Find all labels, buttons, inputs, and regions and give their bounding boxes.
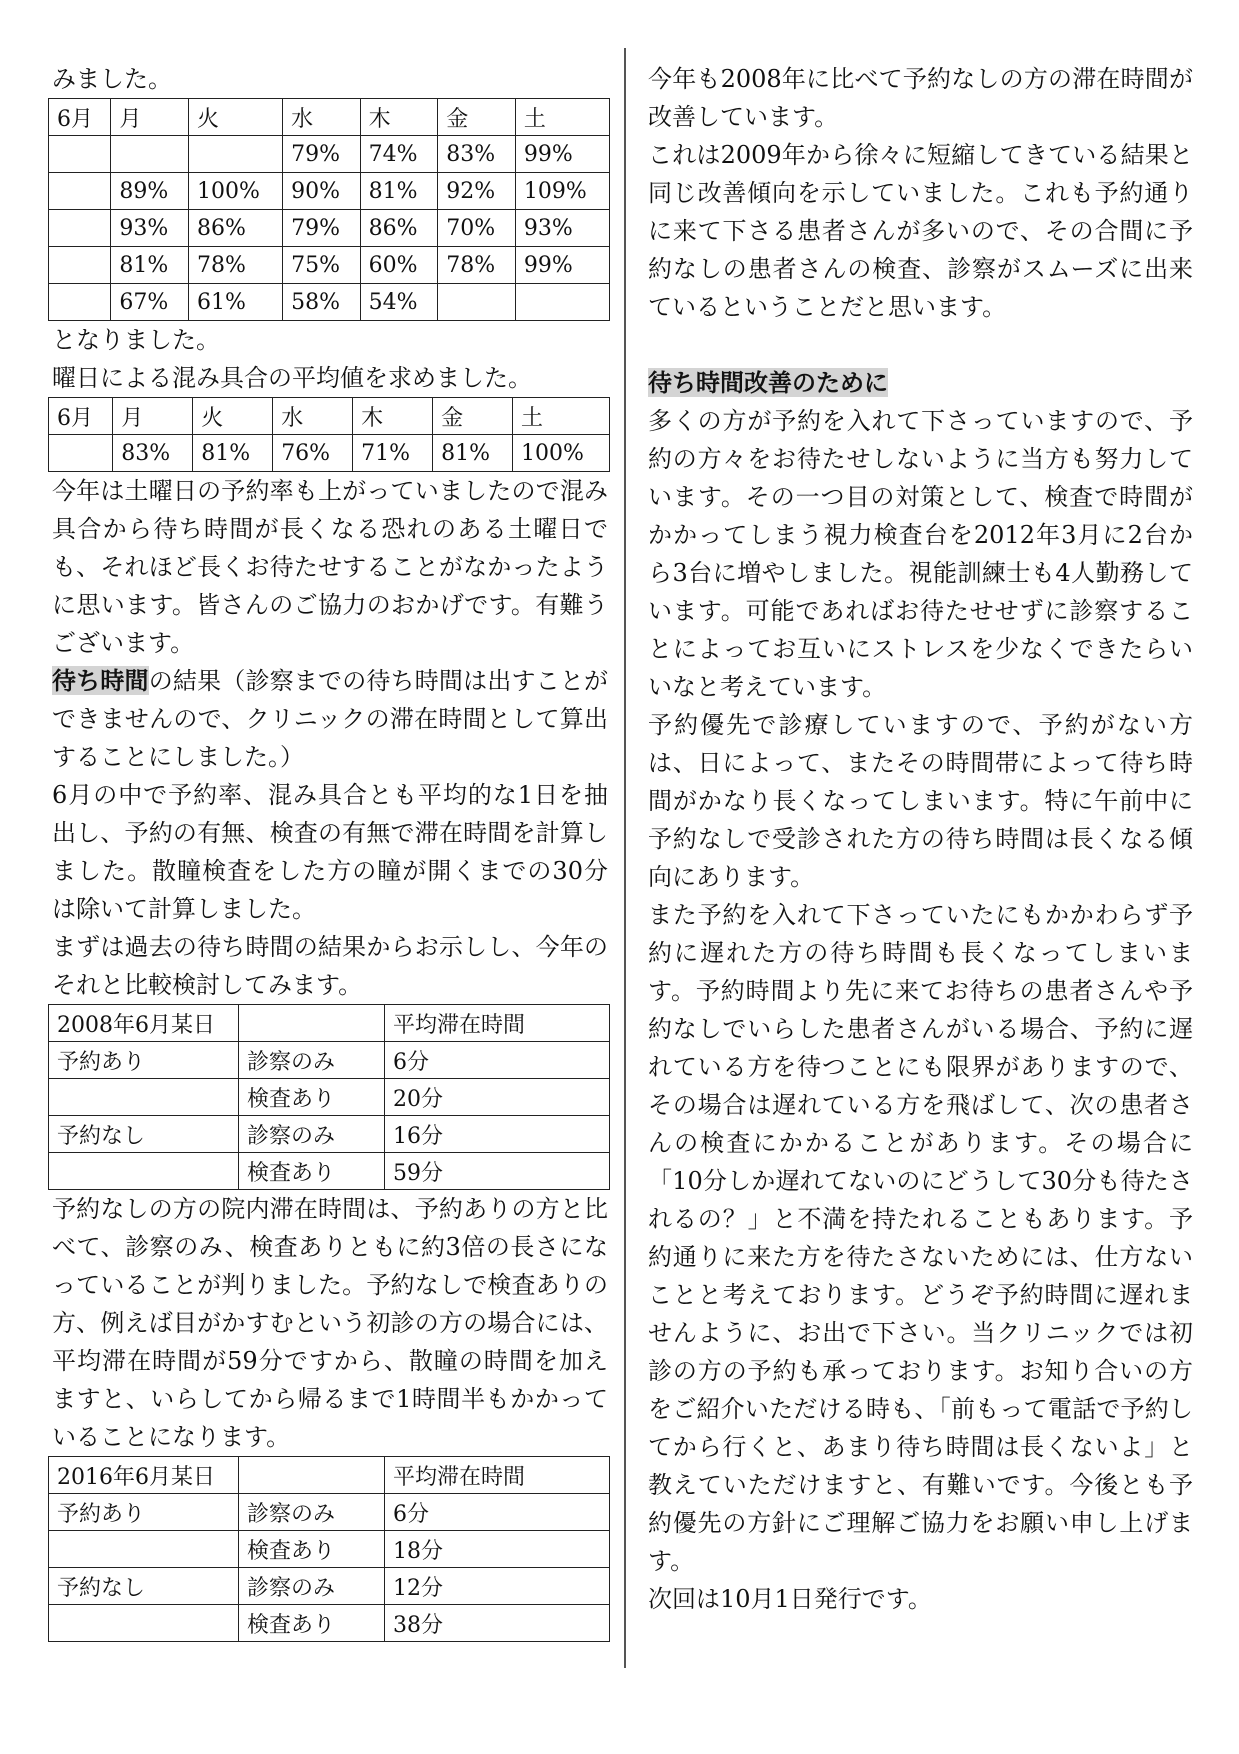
- table-cell: 土: [515, 99, 609, 136]
- table-cell: 6分: [385, 1042, 610, 1079]
- right-column: [648, 60, 1193, 1618]
- table-cell: 水: [283, 99, 361, 136]
- table-cell: [438, 284, 516, 321]
- table-cell: [49, 1605, 239, 1642]
- saturday-paragraph: 今年は土曜日の予約率も上がっていましたので混み具合から待ち時間が長くなる恐れのある土曜日でも、それほど長くお待たせすることがなかったように思います。皆さんのご協力のおかげです。有難うございます。: [52, 477, 608, 657]
- table-cell: 予約あり: [49, 1494, 239, 1531]
- table-cell: 2008年6月某日: [49, 1005, 239, 1042]
- table-cell: 90%: [283, 173, 361, 210]
- table-cell: 78%: [438, 247, 516, 284]
- table-cell: [239, 1005, 385, 1042]
- table-row: [49, 136, 610, 173]
- table-cell: 火: [193, 398, 273, 435]
- table-cell: [49, 1079, 239, 1116]
- wait-time-heading: 待ち時間: [52, 666, 149, 695]
- table-cell: [49, 247, 111, 284]
- improvement-heading-line: [648, 364, 1193, 402]
- table-cell: 診察のみ: [239, 1494, 385, 1531]
- table-cell: 89%: [111, 173, 189, 210]
- table-cell: [111, 136, 189, 173]
- table-cell: [49, 136, 111, 173]
- table-cell: [49, 1531, 239, 1568]
- table-cell: 12分: [385, 1568, 610, 1605]
- table-row: [49, 210, 610, 247]
- average-intro-text: 曜日による混み具合の平均値を求めました。: [52, 364, 532, 392]
- table-cell: [189, 136, 283, 173]
- late-paragraph: また予約を入れて下さっていたにもかかわらず予約に遅れた方の待ち時間も長くなってしまいます。予約時間より先に来てお待ちの患者さんや予約なしでいらした患者さんがいる場合、予約に遅れている方を待つことにも限界がありますので、その場合は遅れている方を飛ばして、次の患者さんの検査にかかることがあります。その場合に「10分しか遅れてないのにどうして30分も待たされるの？」と不満を持たれることもあります。予約通りに来た方を待たさないためには、仕方ないことと考えております。どうぞ予約時間に遅れませんように、お出で下さい。当クリニックでは初診の方の予約も承っております。お知り合いの方をご紹介いただける時も、「前もって電話で予約してから行くと、あまり待ち時間は長くないよ」と教えていただけますと、有難いです。今後とも予約優先の方針にご理解ご協力をお願い申し上げます。: [648, 901, 1193, 1575]
- table-cell: 月: [111, 99, 189, 136]
- table-cell: [515, 284, 609, 321]
- result-text: となりました。: [52, 326, 220, 354]
- table-row: [49, 435, 610, 472]
- table-row: [49, 1116, 610, 1153]
- table-cell: [49, 435, 113, 472]
- table-row: [49, 1494, 610, 1531]
- table-row: [49, 173, 610, 210]
- table-cell: 土: [513, 398, 610, 435]
- table-cell: 18分: [385, 1531, 610, 1568]
- table-row: [49, 1605, 610, 1642]
- method-paragraph: 6月の中で予約率、混み具合とも平均的な1日を抽出し、予約の有無、検査の有無で滞在時間を計算しました。散瞳検査をした方の瞳が開くまでの30分は除いて計算しました。: [52, 781, 608, 923]
- table-cell: 78%: [189, 247, 283, 284]
- table-cell: 54%: [360, 284, 438, 321]
- table-cell: 予約あり: [49, 1042, 239, 1079]
- table-cell: 検査あり: [239, 1605, 385, 1642]
- table-cell: 100%: [189, 173, 283, 210]
- table-cell: 診察のみ: [239, 1116, 385, 1153]
- table-header-row: [49, 99, 610, 136]
- table-row: [49, 1153, 610, 1190]
- table-cell: 83%: [113, 435, 193, 472]
- table-cell: 81%: [111, 247, 189, 284]
- table-cell: 20分: [385, 1079, 610, 1116]
- table-header-row: [49, 398, 610, 435]
- table-cell: 金: [438, 99, 516, 136]
- table-cell: 93%: [111, 210, 189, 247]
- table-cell: 6月: [49, 99, 111, 136]
- table-header-row: [49, 1457, 610, 1494]
- table-cell: 診察のみ: [239, 1042, 385, 1079]
- table-cell: [49, 210, 111, 247]
- table-cell: 診察のみ: [239, 1568, 385, 1605]
- stay-time-2016-table: [48, 1456, 610, 1642]
- table-cell: 81%: [360, 173, 438, 210]
- table-header-row: [49, 1005, 610, 1042]
- daily-congestion-table: [48, 98, 610, 321]
- table-cell: 75%: [283, 247, 361, 284]
- table-cell: [49, 284, 111, 321]
- table-cell: 79%: [283, 136, 361, 173]
- intro-text: みました。: [52, 65, 172, 93]
- table-cell: 109%: [515, 173, 609, 210]
- table-row: [49, 1531, 610, 1568]
- table-cell: 金: [433, 398, 513, 435]
- table-cell: 58%: [283, 284, 361, 321]
- improve-paragraph: 今年も2008年に比べて予約なしの方の滞在時間が改善しています。: [648, 65, 1193, 131]
- table-cell: 木: [353, 398, 433, 435]
- table-cell: 火: [189, 99, 283, 136]
- table-cell: [49, 1153, 239, 1190]
- table-cell: 81%: [193, 435, 273, 472]
- table-cell: 2016年6月某日: [49, 1457, 239, 1494]
- column-divider: [624, 48, 626, 1668]
- table-cell: 79%: [283, 210, 361, 247]
- table-row: [49, 284, 610, 321]
- table-cell: 76%: [273, 435, 353, 472]
- table-cell: 59分: [385, 1153, 610, 1190]
- table-cell: 平均滞在時間: [385, 1005, 610, 1042]
- table-row: [49, 1079, 610, 1116]
- table-cell: 100%: [513, 435, 610, 472]
- table-row: [49, 1568, 610, 1605]
- table-cell: 予約なし: [49, 1116, 239, 1153]
- table-cell: 16分: [385, 1116, 610, 1153]
- average-congestion-table: [48, 397, 610, 472]
- table-cell: 予約なし: [49, 1568, 239, 1605]
- table-cell: 木: [360, 99, 438, 136]
- table-cell: 81%: [433, 435, 513, 472]
- table-cell: 70%: [438, 210, 516, 247]
- improvement-heading: 待ち時間改善のために: [648, 368, 888, 397]
- table-cell: 74%: [360, 136, 438, 173]
- table-cell: 86%: [189, 210, 283, 247]
- stay-time-2008-table: [48, 1004, 610, 1190]
- table-cell: 検査あり: [239, 1079, 385, 1116]
- table-cell: 99%: [515, 136, 609, 173]
- analysis-paragraph: 予約なしの方の院内滞在時間は、予約ありの方と比べて、診察のみ、検査ありともに約3倍の長さになっていることが判りました。予約なしで検査ありの方、例えば目がかすむという初診の方の場合には、平均滞在時間が59分ですから、散瞳の時間を加えますと、いらしてから帰るまで1時間半もかかっていることになります。: [52, 1195, 608, 1451]
- table-cell: 86%: [360, 210, 438, 247]
- table-cell: [239, 1457, 385, 1494]
- compare-paragraph: まずは過去の待ち時間の結果からお示しし、今年のそれと比較検討してみます。: [52, 933, 608, 999]
- wait-time-result-paragraph: [52, 662, 608, 776]
- left-column: [52, 60, 608, 1642]
- table-cell: 6月: [49, 398, 113, 435]
- table-cell: 6分: [385, 1494, 610, 1531]
- table-cell: [49, 173, 111, 210]
- table-row: [49, 247, 610, 284]
- table-cell: 検査あり: [239, 1153, 385, 1190]
- table-cell: 99%: [515, 247, 609, 284]
- table-cell: 83%: [438, 136, 516, 173]
- table-cell: 水: [273, 398, 353, 435]
- table-cell: 93%: [515, 210, 609, 247]
- table-row: [49, 1042, 610, 1079]
- table-cell: 平均滞在時間: [385, 1457, 610, 1494]
- table-cell: 月: [113, 398, 193, 435]
- wait-time-heading-rest: の結果（診察までの待ち時間は出すことができませんので、クリニックの滞在時間として算出することにしました。）: [52, 667, 609, 771]
- spacer: [648, 326, 1193, 364]
- table-cell: 92%: [438, 173, 516, 210]
- next-issue-text: 次回は10月1日発行です。: [648, 1585, 932, 1613]
- priority-paragraph: 予約優先で診療していますので、予約がない方は、日によって、またその時間帯によって待ち時間がかなり長くなってしまいます。特に午前中に予約なしで受診された方の待ち時間は長くなる傾向にあります。: [648, 711, 1193, 891]
- table-cell: 38分: [385, 1605, 610, 1642]
- trend-paragraph: これは2009年から徐々に短縮してきている結果と同じ改善傾向を示していました。これも予約通りに来て下さる患者さんが多いので、その合間に予約なしの患者さんの検査、診察がスムーズに出来ているということだと思います。: [648, 141, 1193, 321]
- table-cell: 検査あり: [239, 1531, 385, 1568]
- table-cell: 60%: [360, 247, 438, 284]
- table-cell: 67%: [111, 284, 189, 321]
- table-cell: 61%: [189, 284, 283, 321]
- table-cell: 71%: [353, 435, 433, 472]
- measures-paragraph: 多くの方が予約を入れて下さっていますので、予約の方々をお待たせしないように当方も努力しています。その一つ目の対策として、検査で時間がかかってしまう視力検査台を2012年3月に2台から3台に増やしました。視能訓練士も4人勤務しています。可能であればお待たせせずに診察することによってお互いにストレスを少なくできたらいいなと考えています。: [648, 407, 1193, 701]
